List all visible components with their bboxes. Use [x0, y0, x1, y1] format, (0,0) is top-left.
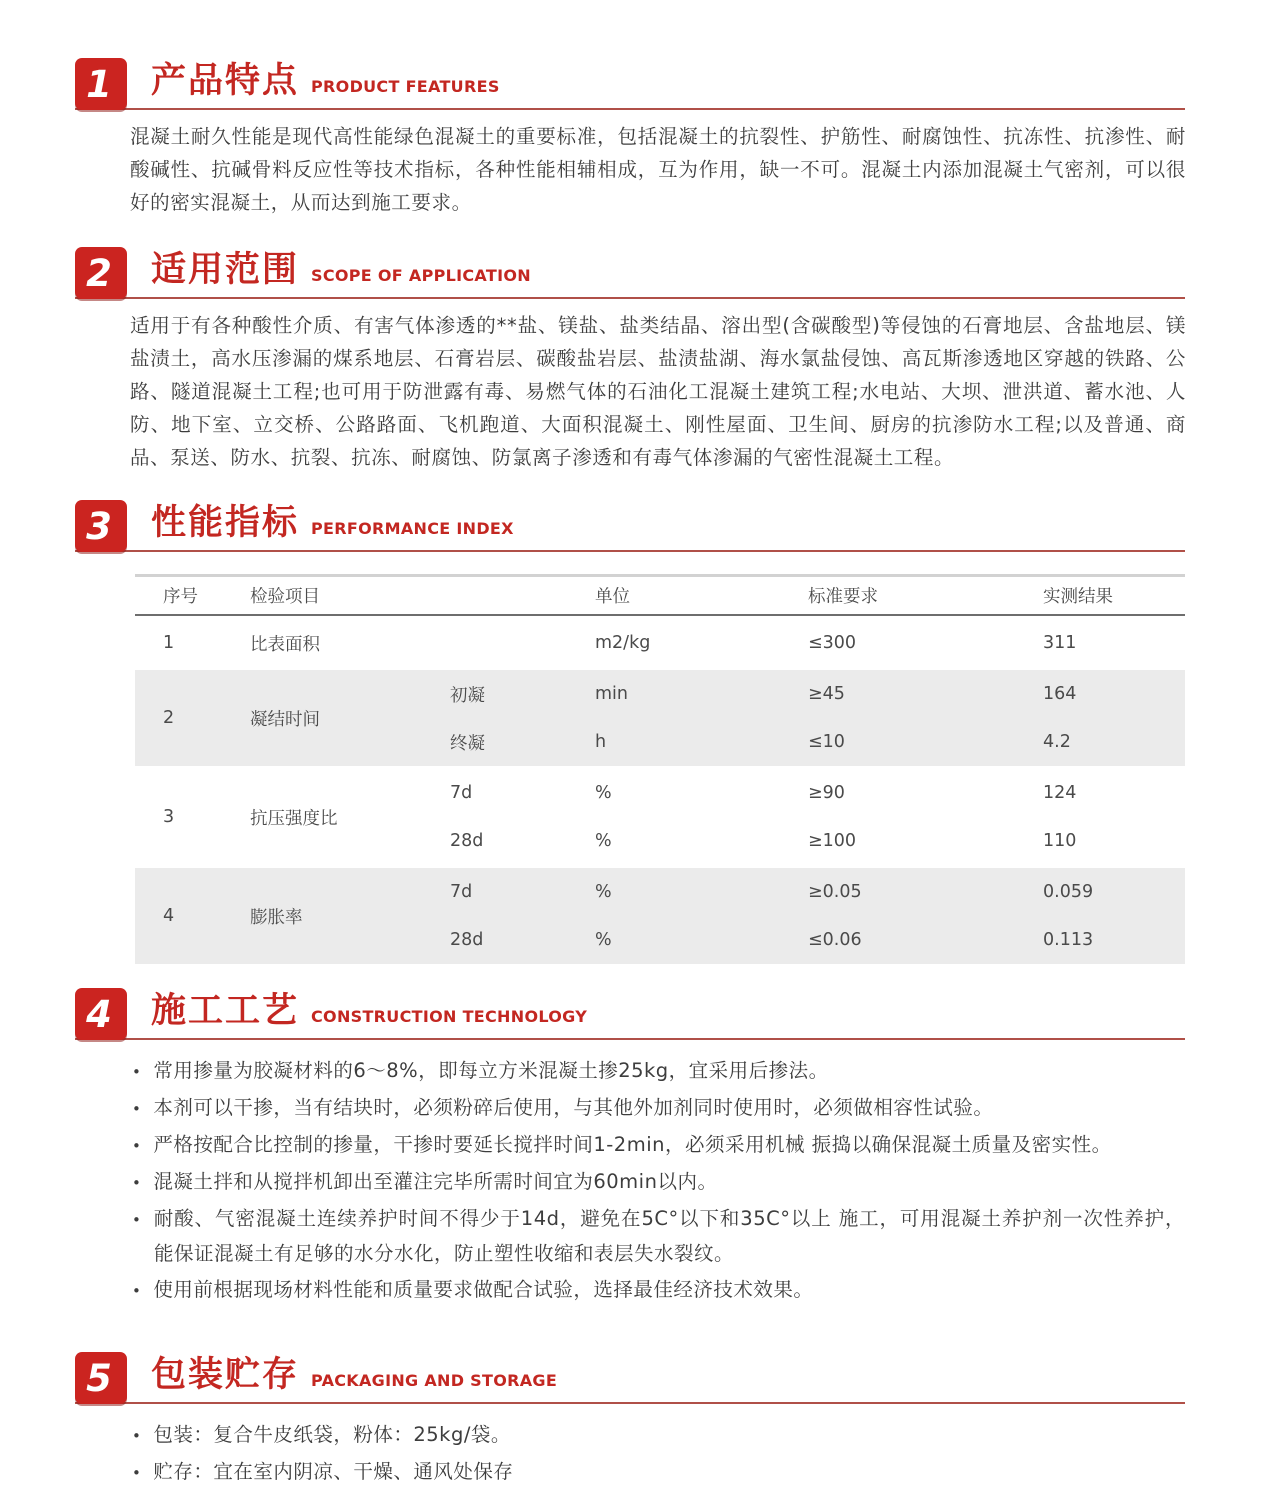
section-number-badge	[75, 58, 127, 110]
section-title-zh: 施工工艺	[151, 991, 300, 1031]
section-header-product-features	[75, 54, 1185, 110]
table-cell-unit: %	[595, 783, 612, 803]
section-title-zh: 包装贮存	[151, 1355, 300, 1395]
table-cell-result: 164	[1043, 684, 1077, 704]
section-number-badge	[75, 500, 127, 552]
table-cell-unit: %	[595, 930, 612, 950]
product-features-paragraph: 混凝土耐久性能是现代高性能绿色混凝土的重要标准，包括混凝土的抗裂性、护筋性、耐腐蚀性、抗冻性、抗渗性、耐酸碱性、抗碱骨料反应性等技术指标，各种性能相辅相成，互为作用，缺一不可。混凝土内添加混凝土气密剂，可以很好的密实混凝土，从而达到施工要求。	[130, 125, 1186, 214]
performance-table	[135, 574, 1185, 964]
bullet-item: • 本剂可以干掺，当有结块时，必须粉碎后使用，与其他外加剂同时使用时，必须做相容性试验。	[132, 1091, 1185, 1126]
section-number-badge	[75, 988, 127, 1040]
table-cell-result: 4.2	[1043, 732, 1071, 752]
table-cell-sub: 7d	[450, 783, 473, 803]
table-cell-standard: ≥45	[808, 684, 845, 704]
section-header-construction	[75, 984, 1185, 1040]
bullet-item: • 常用掺量为胶凝材料的6～8%，即每立方米混凝土掺25kg，宜采用后掺法。	[132, 1054, 1185, 1089]
table-cell-no: 2	[163, 708, 175, 728]
table-row	[135, 868, 1185, 964]
section-title-zh: 适用范围	[151, 250, 300, 290]
bullet-item: • 包装：复合牛皮纸袋，粉体：25kg/袋。	[132, 1418, 1185, 1453]
bullet-item: • 混凝土拌和从搅拌机卸出至灌注完毕所需时间宜为60min以内。	[132, 1165, 1185, 1200]
table-cell-sub: 初凝	[450, 685, 485, 706]
table-cell-unit: %	[595, 882, 612, 902]
table-cell-item: 膨胀率	[250, 907, 303, 928]
section-header-packaging	[75, 1348, 1185, 1404]
section-titles	[151, 1347, 557, 1402]
table-cell-item: 抗压强度比	[250, 808, 338, 829]
table-header-cell: 实测结果	[1043, 587, 1113, 607]
table-cell-sub: 终凝	[450, 733, 485, 754]
table-row	[135, 769, 1185, 865]
table-cell-unit: m2/kg	[595, 633, 651, 653]
section-number: 1	[86, 62, 112, 106]
section-title-en: PERFORMANCE INDEX	[311, 519, 514, 538]
table-cell-standard: ≥100	[808, 831, 857, 851]
table-cell-unit: %	[595, 831, 612, 851]
table-header-row	[135, 574, 1185, 616]
bullet-item: • 耐酸、气密混凝土连续养护时间不得少于14d，避免在5C°以下和35C°以上 施工，可用混凝土养护剂一次性养护，能保证混凝土有足够的水分水化，防止塑性收缩和表层失水裂纹。	[132, 1202, 1185, 1271]
table-header-cell: 序号	[163, 587, 198, 607]
table-cell-no: 4	[163, 906, 175, 926]
table-cell-standard: ≤10	[808, 732, 845, 752]
scope-paragraph: 适用于有各种酸性介质、有害气体渗透的**盐、镁盐、盐类结晶、溶出型(含碳酸型)等侵蚀的石膏地层、含盐地层、镁盐渍土，高水压渗漏的煤系地层、石膏岩层、碳酸盐岩层、盐渍盐湖、海水氯盐侵蚀、高瓦斯渗透地区穿越的铁路、公路、隧道混凝土工程;也可用于防泄露有毒、易燃气体的石油化工混凝土建筑工程;水电站、大坝、泄洪道、蓄水池、人防、地下室、立交桥、公路路面、飞机跑道、大面积混凝土、刚性屋面、卫生间、厨房的抗渗防水工程;以及普通、商品、泵送、防水、抗裂、抗冻、耐腐蚀、防氯离子渗透和有毒气体渗漏的气密性混凝土工程。	[130, 314, 1186, 469]
table-cell-result: 311	[1043, 633, 1077, 653]
section-number: 4	[86, 992, 112, 1036]
table-cell-unit: h	[595, 732, 607, 752]
table-cell-unit: min	[595, 684, 629, 704]
table-cell-result: 0.059	[1043, 882, 1094, 902]
packaging-bullet-list	[132, 1418, 1185, 1490]
section-titles	[151, 53, 500, 108]
section-header-performance	[75, 496, 1185, 552]
section-number: 3	[86, 504, 112, 548]
section-number-badge	[75, 1352, 127, 1404]
bullet-item: • 使用前根据现场材料性能和质量要求做配合试验，选择最佳经济技术效果。	[132, 1273, 1185, 1308]
table-cell-standard: ≥0.05	[808, 882, 862, 902]
section-title-en: SCOPE OF APPLICATION	[311, 266, 531, 285]
table-header-cell: 检验项目	[250, 587, 320, 607]
section-titles	[151, 495, 514, 550]
section-title-en: PRODUCT FEATURES	[311, 77, 500, 96]
bullet-item: • 贮存：宜在室内阴凉、干燥、通风处保存	[132, 1455, 1185, 1490]
table-header-cell: 标准要求	[808, 587, 878, 607]
table-cell-standard: ≥90	[808, 783, 845, 803]
table-cell-sub: 7d	[450, 882, 473, 902]
section-title-en: CONSTRUCTION TECHNOLOGY	[311, 1007, 588, 1026]
table-row	[135, 619, 1185, 667]
section-number-badge	[75, 247, 127, 299]
table-cell-no: 1	[163, 633, 175, 653]
section-titles	[151, 242, 531, 297]
table-cell-result: 110	[1043, 831, 1077, 851]
construction-bullet-list	[132, 1054, 1185, 1308]
table-cell-no: 3	[163, 807, 175, 827]
bullet-item: • 严格按配合比控制的掺量，干掺时要延长搅拌时间1-2min，必须采用机械 振捣以确保混凝土质量及密实性。	[132, 1128, 1185, 1163]
section-titles	[151, 983, 587, 1038]
table-cell-item: 比表面积	[250, 634, 320, 655]
table-header-cell: 单位	[595, 587, 630, 607]
table-cell-item: 凝结时间	[250, 709, 320, 730]
section-title-zh: 性能指标	[151, 503, 300, 543]
table-cell-result: 124	[1043, 783, 1077, 803]
section-header-scope	[75, 243, 1185, 299]
section-title-en: PACKAGING AND STORAGE	[311, 1371, 558, 1390]
section-title-zh: 产品特点	[151, 61, 300, 101]
section-number: 5	[86, 1356, 112, 1400]
table-cell-standard: ≤300	[808, 633, 857, 653]
table-row	[135, 670, 1185, 766]
table-cell-result: 0.113	[1043, 930, 1094, 950]
section-number: 2	[86, 251, 112, 295]
table-cell-sub: 28d	[450, 930, 484, 950]
table-cell-sub: 28d	[450, 831, 484, 851]
table-cell-standard: ≤0.06	[808, 930, 862, 950]
